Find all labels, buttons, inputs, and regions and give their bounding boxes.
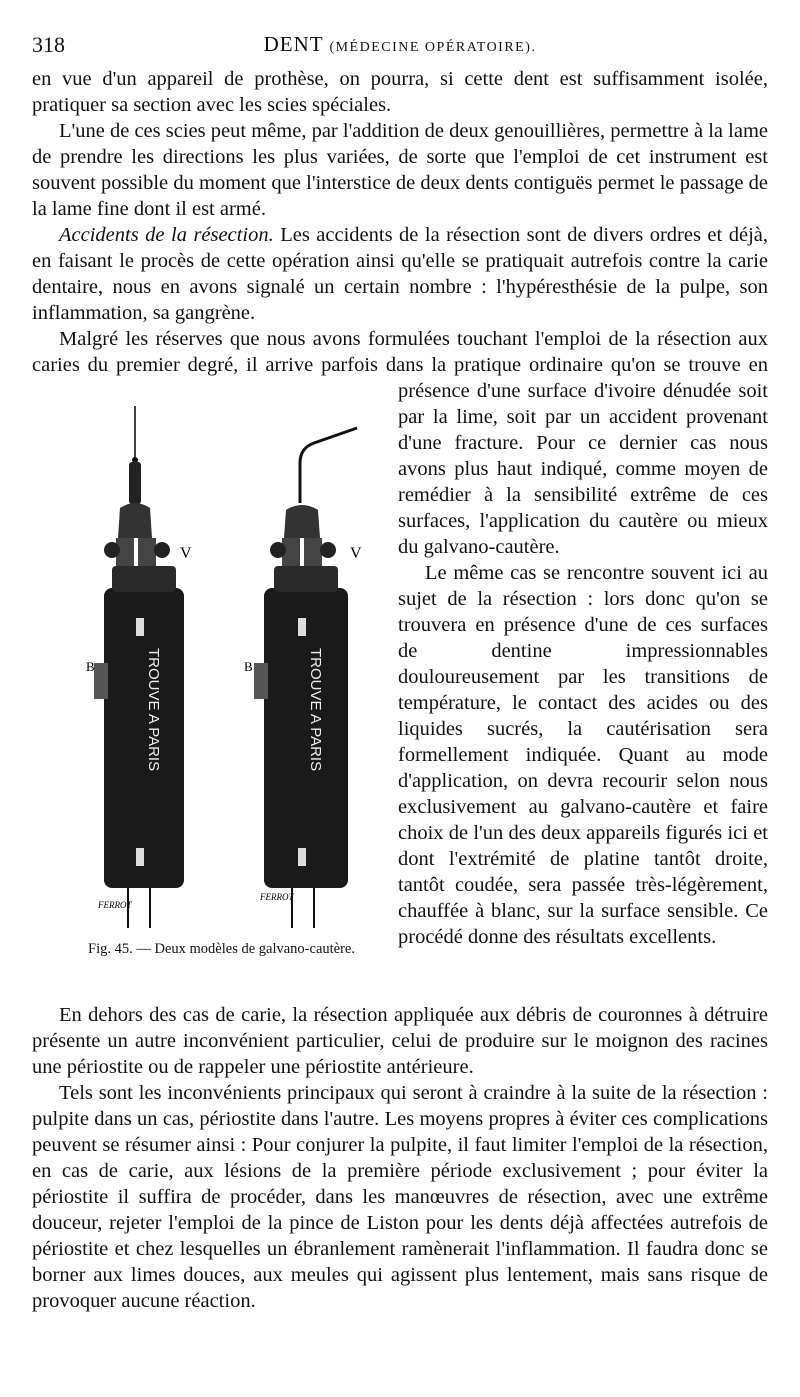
paragraph-7: Tels sont les inconvénients principaux qui seront à craindre à la suite de la résection : pulpite dans un cas, périostite dans l'autre. Les moyens propres à éviter ces complications peuvent se résumer ainsi : Pour conjurer la pulpite, il faut limiter l'emploi de la résection, en cas de carie, aux lésions de la première période exclusivement ; pour éviter la périostite il suffira de procéder, dans les manœuvres de résection, avec une extrême douceur, rejeter l'emploi de la pince de Liston pour les dents déjà affectées autrefois de périostite et chez lesquelles un ébranlement ramènerait l'inflammation. Il faudra donc se borner aux limes douces, aux meules qui agissent plus lentement, mais sans risque de provoquer aucune réaction. (32, 1082, 768, 1312)
instrument-straight-tip (86, 406, 192, 928)
paragraph-6: En dehors des cas de carie, la résection appliquée aux débris de couronnes à détruire présente un autre inconvénient particulier, celui de produire sur le moignon des racines une périostite ou de rappeler une périostite antérieure. (32, 1004, 768, 1078)
running-head-title: DENT (263, 32, 324, 56)
maker-label-right: TROUVE A PARIS (307, 648, 324, 772)
maker-left: FERROT (98, 900, 132, 910)
figure-caption: Fig. 45. — Deux modèles de galvano-cautère. (88, 941, 355, 957)
paragraph-1: en vue d'un appareil de prothèse, on pourra, si cette dent est suffisamment isolée, pratiquer sa section avec les scies spéciales. (32, 68, 768, 116)
label-v-left: V (180, 545, 192, 562)
label-b-right: B (244, 659, 253, 674)
instrument-bent-tip (244, 428, 362, 928)
maker-label-left: TROUVE A PARIS (145, 648, 162, 772)
paragraph-2: L'une de ces scies peut même, par l'addition de deux genouillières, permettre à la lame de prendre les directions les plus variées, de sorte que l'emploi de cet instrument est souvent possible du moment que l'interstice de deux dents contiguës permet le passage de la lame fine dont il est armé. (32, 120, 768, 220)
page-header (32, 32, 768, 60)
label-v-right: V (350, 545, 362, 562)
label-b-left: B (86, 659, 95, 674)
section-heading-accidents: Accidents de la résection. (59, 224, 274, 246)
page-number: 318 (32, 32, 65, 57)
paragraph-4-wrapped-text: qu'on se trouve en présence d'une surface d'ivoire dénudée soit par la lime, soit par un accident provenant d'une fracture. Pour ce dernier cas nous avons plus haut indiqué, comme moyen de remédier à la sensibilité extrême de ces surfaces, l'application du cautère ou mieux du galvano-cautère. (398, 354, 768, 558)
running-head-subtitle: (MÉDECINE OPÉRATOIRE). (329, 40, 537, 55)
paragraph-4-text: Malgré les réserves que nous avons formulées touchant l'emploi de la résection aux caries du premier degré, il arrive parfois dans la pratique ordinaire (32, 328, 768, 376)
paragraph-3 (32, 222, 768, 326)
figure-galvano-cautere (32, 378, 384, 1002)
paragraph-5: Le même cas se rencontre souvent ici au sujet de la résection : lors donc qu'on se trouvera en présence d'une de ces surfaces de dentine impressionnables douloureusement par les transitions de température, le contact des acides ou des liquides sucrés, la cautérisation sera formellement indiquée. Quant au mode d'application, on devra recourir selon nous exclusivement au galvano-cautère et faire choix de l'un des deux appareils figurés ici et dont l'extrémité de platine tantôt droite, tantôt coudée, sera passée très-légèrement, chauffée à blanc, sur la surface sensible. Ce procédé donne des résultats excellents. (398, 562, 768, 948)
galvano-cautere-illustration (32, 388, 384, 928)
maker-right: FERROT (260, 892, 294, 902)
paragraph-3-text: Les accidents de la résection sont de divers ordres et déjà, en faisant le procès de cette opération ainsi qu'elle se pratiquait autrefois contre la carie dentaire, nous en avons signalé un certain nombre : l'hypéresthésie de la pulpe, son inflammation, sa gangrène. (32, 224, 768, 324)
page-body (32, 66, 768, 1314)
running-head (32, 32, 768, 57)
